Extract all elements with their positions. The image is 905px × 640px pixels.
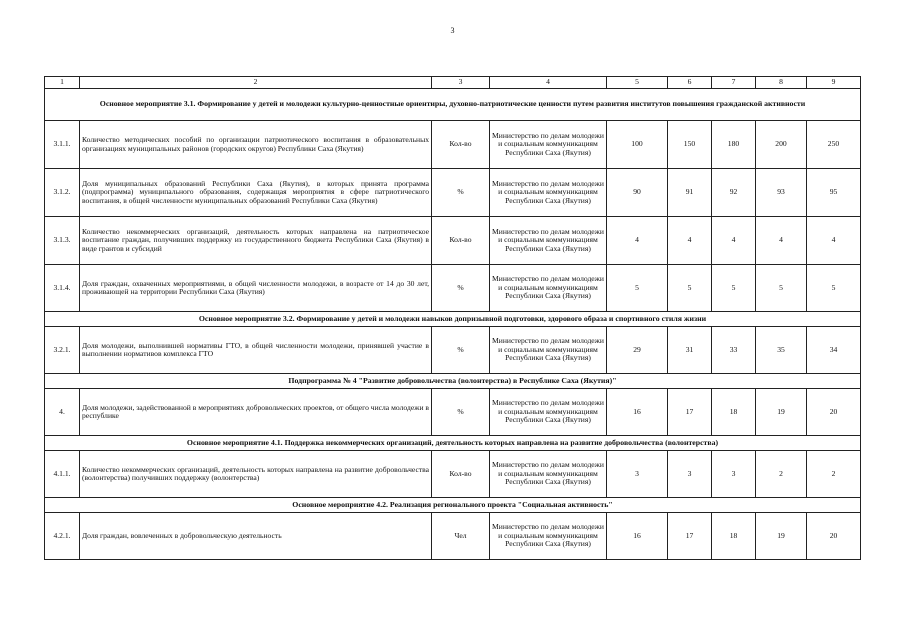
value-cell: 200 bbox=[756, 121, 807, 169]
row-number: 4. bbox=[45, 389, 80, 436]
value-cell: 19 bbox=[756, 513, 807, 560]
column-header: 1 bbox=[45, 77, 80, 89]
indicator-name: Доля граждан, охваченных мероприятиями, в общей численности молодежи, в возрасте от 14 до 30 лет, проживающей на территории Республики Саха (Якутия) bbox=[80, 265, 432, 312]
responsible-org: Министерство по делам молодежи и социальным коммуникациям Республики Саха (Якутия) bbox=[490, 389, 607, 436]
value-cell: 5 bbox=[807, 265, 861, 312]
value-cell: 3 bbox=[607, 451, 668, 498]
unit: % bbox=[432, 327, 490, 374]
value-cell: 5 bbox=[712, 265, 756, 312]
value-cell: 5 bbox=[607, 265, 668, 312]
column-header: 8 bbox=[756, 77, 807, 89]
table-row bbox=[45, 121, 861, 169]
indicators-table bbox=[44, 76, 861, 560]
value-cell: 34 bbox=[807, 327, 861, 374]
table-header-row bbox=[45, 77, 861, 89]
column-header: 6 bbox=[668, 77, 712, 89]
unit: % bbox=[432, 169, 490, 217]
table-row bbox=[45, 389, 861, 436]
table-row bbox=[45, 217, 861, 265]
responsible-org: Министерство по делам молодежи и социальным коммуникациям Республики Саха (Якутия) bbox=[490, 513, 607, 560]
table-row bbox=[45, 265, 861, 312]
responsible-org: Министерство по делам молодежи и социальным коммуникациям Республики Саха (Якутия) bbox=[490, 327, 607, 374]
section-row bbox=[45, 374, 861, 389]
value-cell: 4 bbox=[756, 217, 807, 265]
indicator-name: Доля граждан, вовлеченных в добровольческую деятельность bbox=[80, 513, 432, 560]
responsible-org: Министерство по делам молодежи и социальным коммуникациям Республики Саха (Якутия) bbox=[490, 121, 607, 169]
value-cell: 95 bbox=[807, 169, 861, 217]
unit: Чел bbox=[432, 513, 490, 560]
value-cell: 16 bbox=[607, 513, 668, 560]
responsible-org: Министерство по делам молодежи и социальным коммуникациям Республики Саха (Якутия) bbox=[490, 265, 607, 312]
value-cell: 91 bbox=[668, 169, 712, 217]
page-number: 3 bbox=[450, 26, 455, 35]
value-cell: 4 bbox=[712, 217, 756, 265]
row-number: 3.1.2. bbox=[45, 169, 80, 217]
section-row bbox=[45, 498, 861, 513]
row-number: 4.2.1. bbox=[45, 513, 80, 560]
value-cell: 20 bbox=[807, 513, 861, 560]
value-cell: 90 bbox=[607, 169, 668, 217]
indicator-name: Количество некоммерческих организаций, деятельность которых направлена на развитие добровольчества (волонтерства) получивших поддержку (волонтерства) bbox=[80, 451, 432, 498]
value-cell: 16 bbox=[607, 389, 668, 436]
column-header: 4 bbox=[490, 77, 607, 89]
unit: Кол-во bbox=[432, 217, 490, 265]
value-cell: 93 bbox=[756, 169, 807, 217]
value-cell: 4 bbox=[807, 217, 861, 265]
section-row bbox=[45, 89, 861, 121]
row-number: 4.1.1. bbox=[45, 451, 80, 498]
table-row bbox=[45, 169, 861, 217]
responsible-org: Министерство по делам молодежи и социальным коммуникациям Республики Саха (Якутия) bbox=[490, 217, 607, 265]
unit: Кол-во bbox=[432, 121, 490, 169]
value-cell: 17 bbox=[668, 389, 712, 436]
section-title: Основное мероприятие 3.2. Формирование у детей и молодежи навыков допризывной подготовки, здорового образа и спортивного стиля жизни bbox=[45, 312, 861, 327]
value-cell: 35 bbox=[756, 327, 807, 374]
row-number: 3.2.1. bbox=[45, 327, 80, 374]
unit: % bbox=[432, 265, 490, 312]
row-number: 3.1.1. bbox=[45, 121, 80, 169]
value-cell: 18 bbox=[712, 513, 756, 560]
section-title: Основное мероприятие 4.2. Реализация регионального проекта "Социальная активность" bbox=[45, 498, 861, 513]
indicator-name: Доля молодежи, задействованной в мероприятиях добровольческих проектов, от общего числа молодежи в республике bbox=[80, 389, 432, 436]
value-cell: 18 bbox=[712, 389, 756, 436]
unit: % bbox=[432, 389, 490, 436]
table-row bbox=[45, 513, 861, 560]
value-cell: 100 bbox=[607, 121, 668, 169]
value-cell: 150 bbox=[668, 121, 712, 169]
column-header: 5 bbox=[607, 77, 668, 89]
value-cell: 33 bbox=[712, 327, 756, 374]
unit: Кол-во bbox=[432, 451, 490, 498]
value-cell: 20 bbox=[807, 389, 861, 436]
value-cell: 17 bbox=[668, 513, 712, 560]
value-cell: 3 bbox=[668, 451, 712, 498]
indicator-name: Доля муниципальных образований Республики Саха (Якутия), в которых принята программа (подпрограмма) муниципального образования, содержащая мероприятия в сфере патриотического воспитания, в общей численности муниципальных образований Республики Саха (Якутия) bbox=[80, 169, 432, 217]
value-cell: 4 bbox=[668, 217, 712, 265]
column-header: 9 bbox=[807, 77, 861, 89]
section-title: Подпрограмма № 4 "Развитие добровольчества (волонтерства) в Республике Саха (Якутия)" bbox=[45, 374, 861, 389]
row-number: 3.1.3. bbox=[45, 217, 80, 265]
section-title: Основное мероприятие 3.1. Формирование у детей и молодежи культурно-ценностные ориентиры, духовно-патриотические ценности путем развития институтов повышения гражданской активности bbox=[45, 89, 861, 121]
value-cell: 31 bbox=[668, 327, 712, 374]
table-row bbox=[45, 327, 861, 374]
row-number: 3.1.4. bbox=[45, 265, 80, 312]
column-header: 7 bbox=[712, 77, 756, 89]
responsible-org: Министерство по делам молодежи и социальным коммуникациям Республики Саха (Якутия) bbox=[490, 169, 607, 217]
value-cell: 250 bbox=[807, 121, 861, 169]
indicator-name: Количество некоммерческих организаций, деятельность которых направлена на патриотическое воспитание граждан, получивших поддержку из государственного бюджета Республики Саха (Якутия) в виде грантов и субсидий bbox=[80, 217, 432, 265]
indicator-name: Количество методических пособий по организации патриотического воспитания в образовательных организациях муниципальных районов (городских округов) Республики Саха (Якутия) bbox=[80, 121, 432, 169]
column-header: 3 bbox=[432, 77, 490, 89]
value-cell: 4 bbox=[607, 217, 668, 265]
section-row bbox=[45, 312, 861, 327]
value-cell: 5 bbox=[756, 265, 807, 312]
value-cell: 5 bbox=[668, 265, 712, 312]
responsible-org: Министерство по делам молодежи и социальным коммуникациям Республики Саха (Якутия) bbox=[490, 451, 607, 498]
section-row bbox=[45, 436, 861, 451]
table-row bbox=[45, 451, 861, 498]
value-cell: 2 bbox=[756, 451, 807, 498]
indicator-name: Доля молодежи, выполнившей нормативы ГТО, в общей численности молодежи, принявшей участие в выполнении нормативов комплекса ГТО bbox=[80, 327, 432, 374]
value-cell: 29 bbox=[607, 327, 668, 374]
value-cell: 3 bbox=[712, 451, 756, 498]
column-header: 2 bbox=[80, 77, 432, 89]
value-cell: 2 bbox=[807, 451, 861, 498]
section-title: Основное мероприятие 4.1. Поддержка некоммерческих организаций, деятельность которых направлена на развитие добровольчества (волонтерства) bbox=[45, 436, 861, 451]
value-cell: 19 bbox=[756, 389, 807, 436]
value-cell: 180 bbox=[712, 121, 756, 169]
value-cell: 92 bbox=[712, 169, 756, 217]
